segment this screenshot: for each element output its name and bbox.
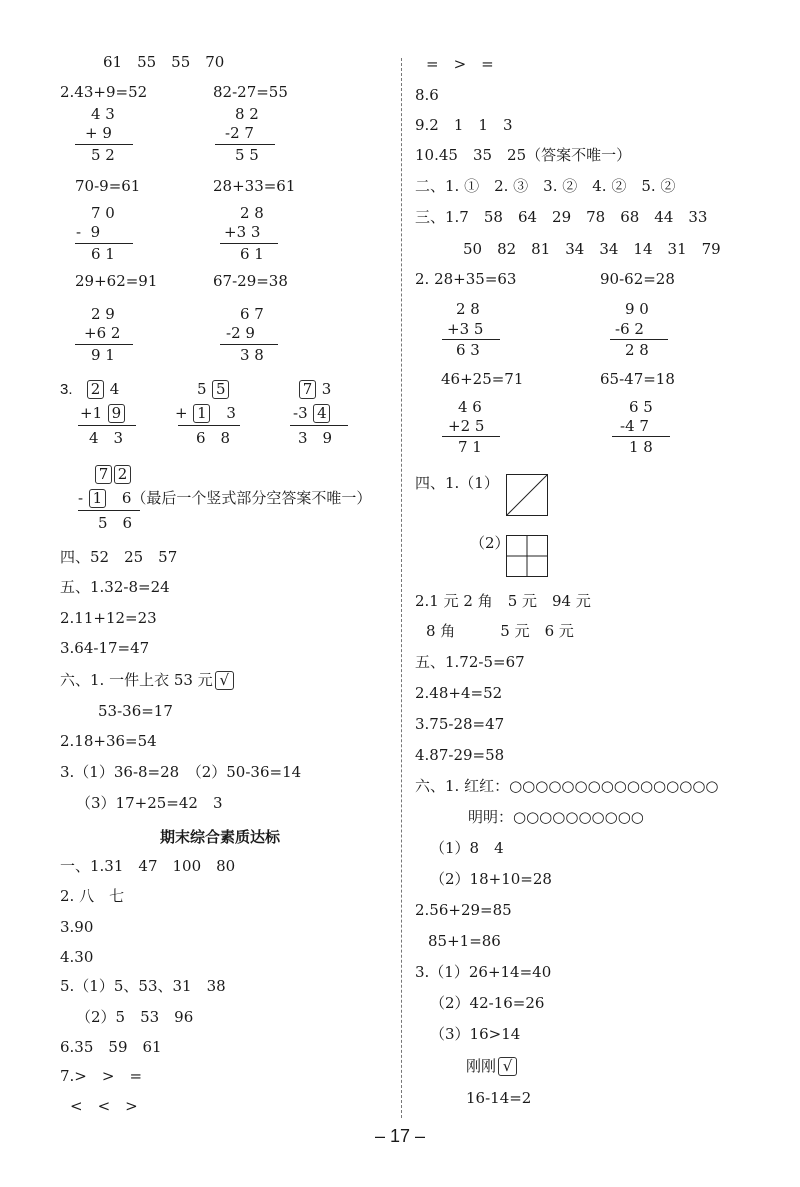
page-number: – 17 – (374, 1126, 426, 1146)
calc-line (75, 144, 133, 145)
answer-line: （2）42-16=26 (430, 994, 545, 1012)
answer-line: 70-9=61 (75, 177, 141, 195)
calc-line (78, 425, 136, 426)
section-title: 期末综合素质达标 (160, 828, 281, 846)
answer-line: 46+25=71 (441, 370, 524, 388)
vertical-calc-top: 7 0 (91, 204, 115, 222)
answer-text: 六、1. 一件上衣 53 元 (60, 671, 213, 689)
answer-line: 85+1=86 (428, 932, 501, 950)
cross-lines (507, 536, 547, 576)
boxed-calc-top (94, 465, 132, 484)
answer-line: 2.11+12=23 (60, 609, 157, 627)
answer-line: 五、1.32-8=24 (60, 578, 170, 596)
answer-box: 2 (114, 465, 131, 484)
vertical-calc-result: 6 3 (456, 341, 480, 359)
boxed-calc-top (86, 380, 119, 399)
answer-line: 3.75-28=47 (415, 715, 505, 733)
answer-line: 2. 八 七 (60, 887, 125, 905)
answer-line: （3）16>14 (430, 1025, 521, 1043)
answer-line: 3.（1）36-8=28 （2）50-36=14 (60, 763, 302, 781)
boxed-calc-top (197, 380, 230, 399)
answer-line: 29+62=91 (75, 272, 158, 290)
answer-line: 四、1.（1） (415, 474, 499, 492)
vertical-calc-result: 6 1 (91, 245, 115, 263)
vertical-calc-operand: +6 2 (84, 324, 121, 342)
answer-line: 82-27=55 (213, 83, 288, 101)
digit: 4 (109, 380, 120, 398)
vertical-calc-top: 6 7 (240, 305, 264, 323)
vertical-calc-operand: +3 5 (447, 320, 484, 338)
vertical-calc-result: 3 8 (240, 346, 264, 364)
vertical-calc-operand: +3 3 (224, 223, 261, 241)
calc-line (610, 339, 668, 340)
answer-line: （1）8 4 (430, 839, 504, 857)
operand: -3 (293, 404, 308, 422)
answer-line: （2） (470, 534, 510, 552)
answer-box: 4 (313, 404, 330, 423)
calc-line (220, 243, 278, 244)
answer-line: 三、1.7 58 64 29 78 68 44 33 (415, 208, 708, 226)
operand: +1 (80, 404, 103, 422)
calc-line (215, 144, 275, 145)
answer-line: = > = (426, 55, 494, 73)
operand: + (175, 404, 188, 422)
answer-box: 2 (87, 380, 104, 399)
answer-box: 7 (299, 380, 316, 399)
calc-line (178, 425, 240, 426)
vertical-calc-result: 1 8 (629, 438, 653, 456)
answer-line: 6.35 59 61 (60, 1038, 162, 1056)
vertical-calc-operand: -4 7 (620, 417, 649, 435)
vertical-calc-result: 9 1 (91, 346, 115, 364)
vertical-calc-top: 4 6 (458, 398, 482, 416)
answer-box: 1 (89, 489, 106, 508)
answer-line: 五、1.72-5=67 (415, 653, 525, 671)
answer-line: 明明：○○○○○○○○○○ (468, 808, 644, 826)
operand: - (78, 489, 84, 507)
square-cross-figure (506, 535, 548, 577)
answer-box: 9 (108, 404, 125, 423)
boxed-calc-result: 3 9 (298, 429, 333, 447)
question-number: 3. (60, 381, 73, 398)
vertical-calc-top: 2 8 (456, 300, 480, 318)
vertical-calc-result: 6 1 (240, 245, 264, 263)
answer-line: 61 55 55 70 (103, 53, 225, 71)
vertical-calc-operand: - 9 (76, 223, 101, 241)
calc-line (78, 510, 140, 511)
calc-line (75, 243, 133, 244)
vertical-calc-operand: -2 7 (225, 124, 254, 142)
diagonal-line (507, 475, 547, 515)
answer-line: 2. 28+35=63 (415, 270, 517, 288)
calc-line (220, 344, 278, 345)
answer-line: 28+33=61 (213, 177, 296, 195)
answer-line: 3.（1）26+14=40 (415, 963, 552, 981)
calc-line (75, 344, 133, 345)
answer-line: （2）18+10=28 (430, 870, 552, 888)
vertical-calc-operand: + 9 (85, 124, 112, 142)
boxed-calc-result: 4 3 (89, 429, 124, 447)
answer-line: 10.45 35 25（答案不唯一） (415, 146, 632, 164)
vertical-calc-top: 8 2 (235, 105, 259, 123)
answer-line: 2.1 元 2 角 5 元 94 元 (415, 592, 591, 610)
answer-line: 67-29=38 (213, 272, 288, 290)
answer-line: 二、1. ① 2. ③ 3. ② 4. ② 5. ② (415, 177, 676, 195)
calc-line (442, 436, 500, 437)
vertical-calc-result: 2 8 (625, 341, 649, 359)
answer-line: 3.64-17=47 (60, 639, 150, 657)
check-mark-icon: √ (498, 1057, 517, 1076)
answer-line: 50 82 81 34 34 14 31 79 (463, 240, 721, 258)
boxed-calc-operand (175, 404, 236, 423)
answer-line: 9.2 1 1 3 (415, 116, 513, 134)
answer-line: 7.> > = (60, 1067, 143, 1085)
boxed-calc-operand (78, 489, 371, 508)
answer-line: 4.30 (60, 948, 94, 966)
digit: 3 (226, 404, 236, 422)
answer-line (466, 1057, 517, 1076)
answer-line: 8.6 (415, 86, 439, 104)
boxed-calc-top (298, 380, 331, 399)
vertical-calc-result: 5 2 (91, 146, 115, 164)
calc-line (290, 425, 348, 426)
answer-text: 刚刚 (466, 1057, 497, 1075)
answer-line: 90-62=28 (600, 270, 675, 288)
answer-line: 4.87-29=58 (415, 746, 505, 764)
answer-line: （3）17+25=42 3 (76, 794, 223, 812)
digit: 6 (121, 489, 132, 507)
answer-line: 53-36=17 (98, 702, 173, 720)
vertical-calc-operand: -2 9 (226, 324, 255, 342)
vertical-calc-result: 7 1 (458, 438, 482, 456)
boxed-calc-result: 6 8 (196, 429, 231, 447)
vertical-calc-operand: -6 2 (615, 320, 644, 338)
answer-line: 16-14=2 (466, 1089, 532, 1107)
digit: 3 (321, 380, 332, 398)
answer-line: 2.43+9=52 (60, 83, 148, 101)
boxed-calc-operand (80, 404, 126, 423)
vertical-calc-result: 5 5 (235, 146, 259, 164)
digit: 5 (197, 380, 207, 398)
square-diagonal-figure (506, 474, 548, 516)
answer-line: 一、1.31 47 100 80 (60, 857, 236, 875)
answer-box: 7 (95, 465, 112, 484)
answer-line: （2）5 53 96 (76, 1008, 194, 1026)
boxed-calc-result: 5 6 (98, 514, 133, 532)
note: （最后一个竖式部分空答案不唯一） (131, 489, 372, 507)
calc-line (442, 339, 500, 340)
answer-line: 8 角 5 元 6 元 (426, 622, 574, 640)
vertical-calc-top: 4 3 (91, 105, 115, 123)
answer-line: 65-47=18 (600, 370, 675, 388)
answer-line: 四、52 25 57 (60, 548, 178, 566)
answer-line (60, 671, 234, 690)
answer-box: 1 (193, 404, 210, 423)
vertical-calc-operand: +2 5 (448, 417, 485, 435)
boxed-calc-operand (293, 404, 331, 423)
answer-line: 六、1. 红红：○○○○○○○○○○○○○○○○ (415, 777, 719, 795)
check-mark-icon: √ (215, 671, 234, 690)
answer-line: 3.90 (60, 918, 94, 936)
answer-line: 2.48+4=52 (415, 684, 503, 702)
vertical-calc-top: 6 5 (629, 398, 653, 416)
answer-line: < < > (70, 1097, 138, 1115)
calc-line (612, 436, 670, 437)
vertical-calc-top: 9 0 (625, 300, 649, 318)
answer-box: 5 (212, 380, 229, 399)
vertical-calc-top: 2 9 (91, 305, 115, 323)
answer-line: 5.（1）5、53、31 38 (60, 977, 226, 995)
vertical-calc-top: 2 8 (240, 204, 264, 222)
answer-line: 2.18+36=54 (60, 732, 157, 750)
column-divider (401, 58, 402, 1118)
answer-line: 2.56+29=85 (415, 901, 512, 919)
